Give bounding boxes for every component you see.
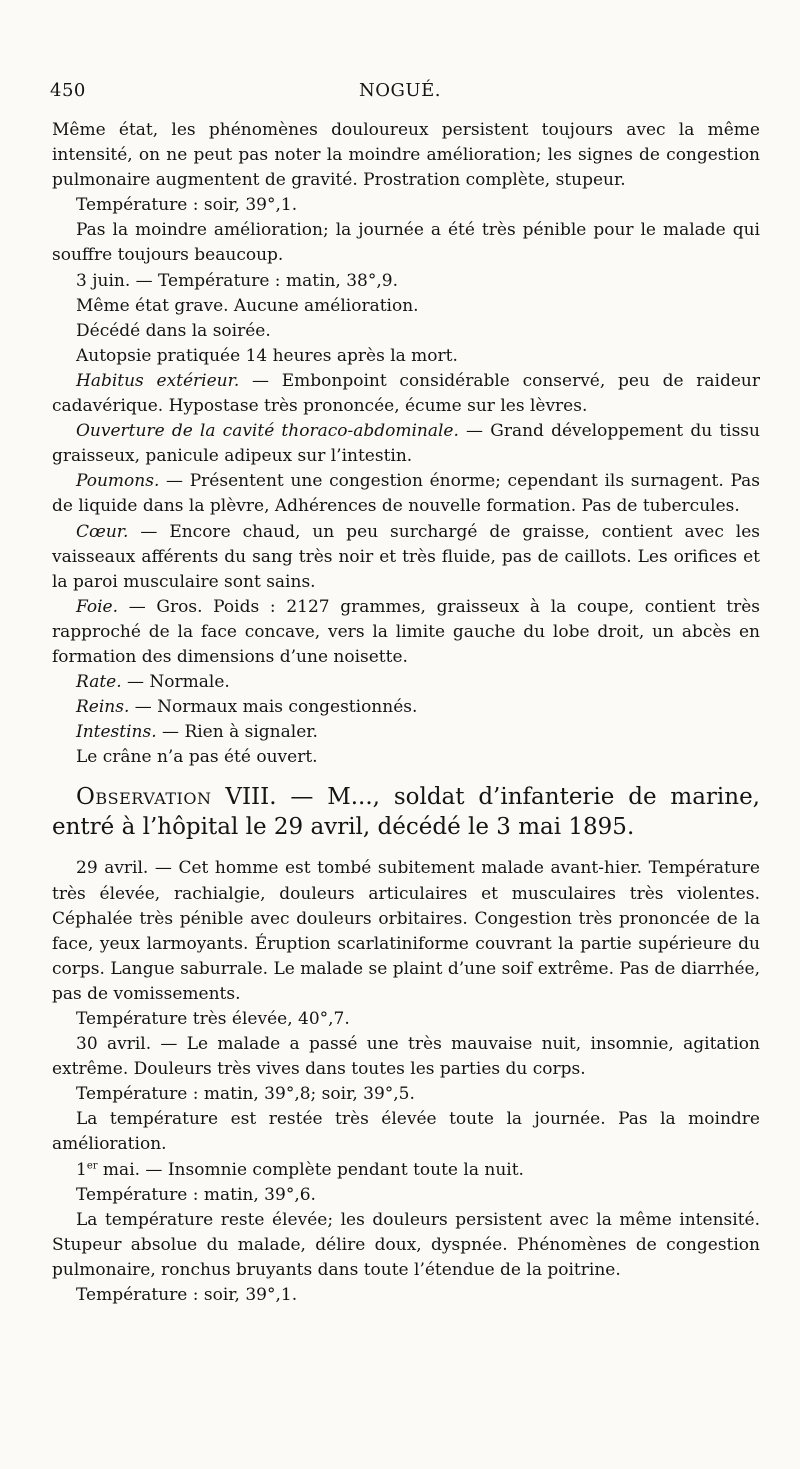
autopsy-text: — Rien à signaler. [156,722,318,743]
case-paragraph: 30 avril. — Le malade a passé une très mauvaise nuit, insomnie, agitation extrême. Douleurs très vives dans toutes les parties du corps. [52,1034,760,1080]
autopsy-label: Reins. [76,697,130,718]
autopsy-paragraph [52,369,760,419]
case-paragraph: La température reste élevée; les douleurs persistent avec la même intensité. Stupeur absolue du malade, délire doux, dyspnée. Phénomènes de congestion pulmonaire, ronchus bruyants dans toute l’étendue de la poitrine. [52,1209,760,1280]
observation-number: VIII. [225,784,277,811]
autopsy-text: — Encore chaud, un peu surchargé de graisse, contient avec les vaisseaux afférents du sang très noir et très fluide, pas de caillots. Les orifices et la paroi musculaire sont sains. [52,521,760,592]
paragraph: Même état, les phénomènes douloureux persistent toujours avec la même intensité, on ne peut pas noter la moindre amélioration; les signes de congestion pulmonaire augmentent de gravité. Prostration complète, stupeur. [52,120,760,191]
autopsy-paragraph [52,469,760,519]
autopsy-paragraph [52,670,760,695]
autopsy-paragraph [52,520,760,595]
ordinal-suffix: er [86,1159,98,1171]
case-paragraph: Température : matin, 39°,8; soir, 39°,5. [76,1084,415,1105]
autopsy-label: Foie. [76,596,119,617]
paragraph: Autopsie pratiquée 14 heures après la mort. [76,345,458,366]
closing-line: Le crâne n’a pas été ouvert. [76,747,318,768]
case-paragraph: Température : matin, 39°,6. [76,1184,316,1205]
case-paragraph: La température est restée très élevée toute la journée. Pas la moindre amélioration. [52,1109,760,1155]
autopsy-text: — Gros. Poids : 2127 grammes, graisseux à la coupe, contient très rapproché de la face concave, vers la limite gauche du lobe droit, un abcès en formation des dimensions d’une noisette. [52,596,760,667]
autopsy-paragraph [52,595,760,670]
case-paragraph [52,1158,760,1183]
autopsy-label: Ouverture de la cavité thoraco-abdominale. [76,421,459,442]
autopsy-label: Rate. [76,672,122,693]
body-text [52,118,760,1308]
paragraph: Pas la moindre amélioration; la journée a été très pénible pour le malade qui souffre toujours beaucoup. [52,220,760,266]
autopsy-text: — Embonpoint considérable conservé, peu de raideur cadavérique. Hypostase très prononcée, écume sur les lèvres. [52,370,760,417]
autopsy-text: — Normaux mais congestionnés. [129,697,418,718]
autopsy-label: Cœur. [76,521,129,542]
autopsy-label: Poumons. [76,471,160,492]
paragraph: Même état grave. Aucune amélioration. [76,295,419,316]
autopsy-label: Intestins. [76,722,157,743]
autopsy-label: Habitus extérieur. [76,370,240,391]
paragraph: 3 juin. — Température : matin, 38°,9. [76,270,398,291]
paragraph: Décédé dans la soirée. [76,320,271,341]
observation-label: Observation [76,784,212,811]
paragraph: Température : soir, 39°,1. [76,195,298,216]
autopsy-text: — Normale. [121,672,230,693]
day-number: 1 [76,1159,87,1180]
day-text: mai. — Insomnie complète pendant toute la nuit. [97,1159,524,1180]
case-paragraph: 29 avril. — Cet homme est tombé subitement malade avant-hier. Température très élevée, rachialgie, douleurs articulaires et musculaires très violentes. Céphalée très pénible avec douleurs orbitaires. Congestion très prononcée de la face, yeux larmoyants. Éruption scarlatiniforme couvrant la partie supérieure du corps. Langue saburrale. Le malade se plaint d’une soif extrême. Pas de diarrhée, pas de vomissements. [52,858,760,1004]
page-number: 450 [50,80,86,101]
autopsy-text: — Présentent une congestion énorme; cependant ils surnagent. Pas de liquide dans la plèvre, Adhérences de nouvelle formation. Pas de tubercules. [52,471,760,517]
case-paragraph: Température très élevée, 40°,7. [76,1009,350,1029]
observation-heading [52,782,760,842]
autopsy-text: — Grand développement du tissu graisseux, panicule adipeux sur l’intestin. [52,421,760,467]
case-paragraph: Température : soir, 39°,1. [76,1285,298,1306]
autopsy-paragraph [52,720,760,745]
observation-text: — M..., soldat d’infanterie de marine, entré à l’hôpital le 29 avril, décédé le 3 mai 1895. [52,784,760,841]
running-head [50,80,750,104]
autopsy-paragraph [52,419,760,469]
autopsy-paragraph [52,695,760,720]
running-title: NOGUÉ. [359,80,441,101]
